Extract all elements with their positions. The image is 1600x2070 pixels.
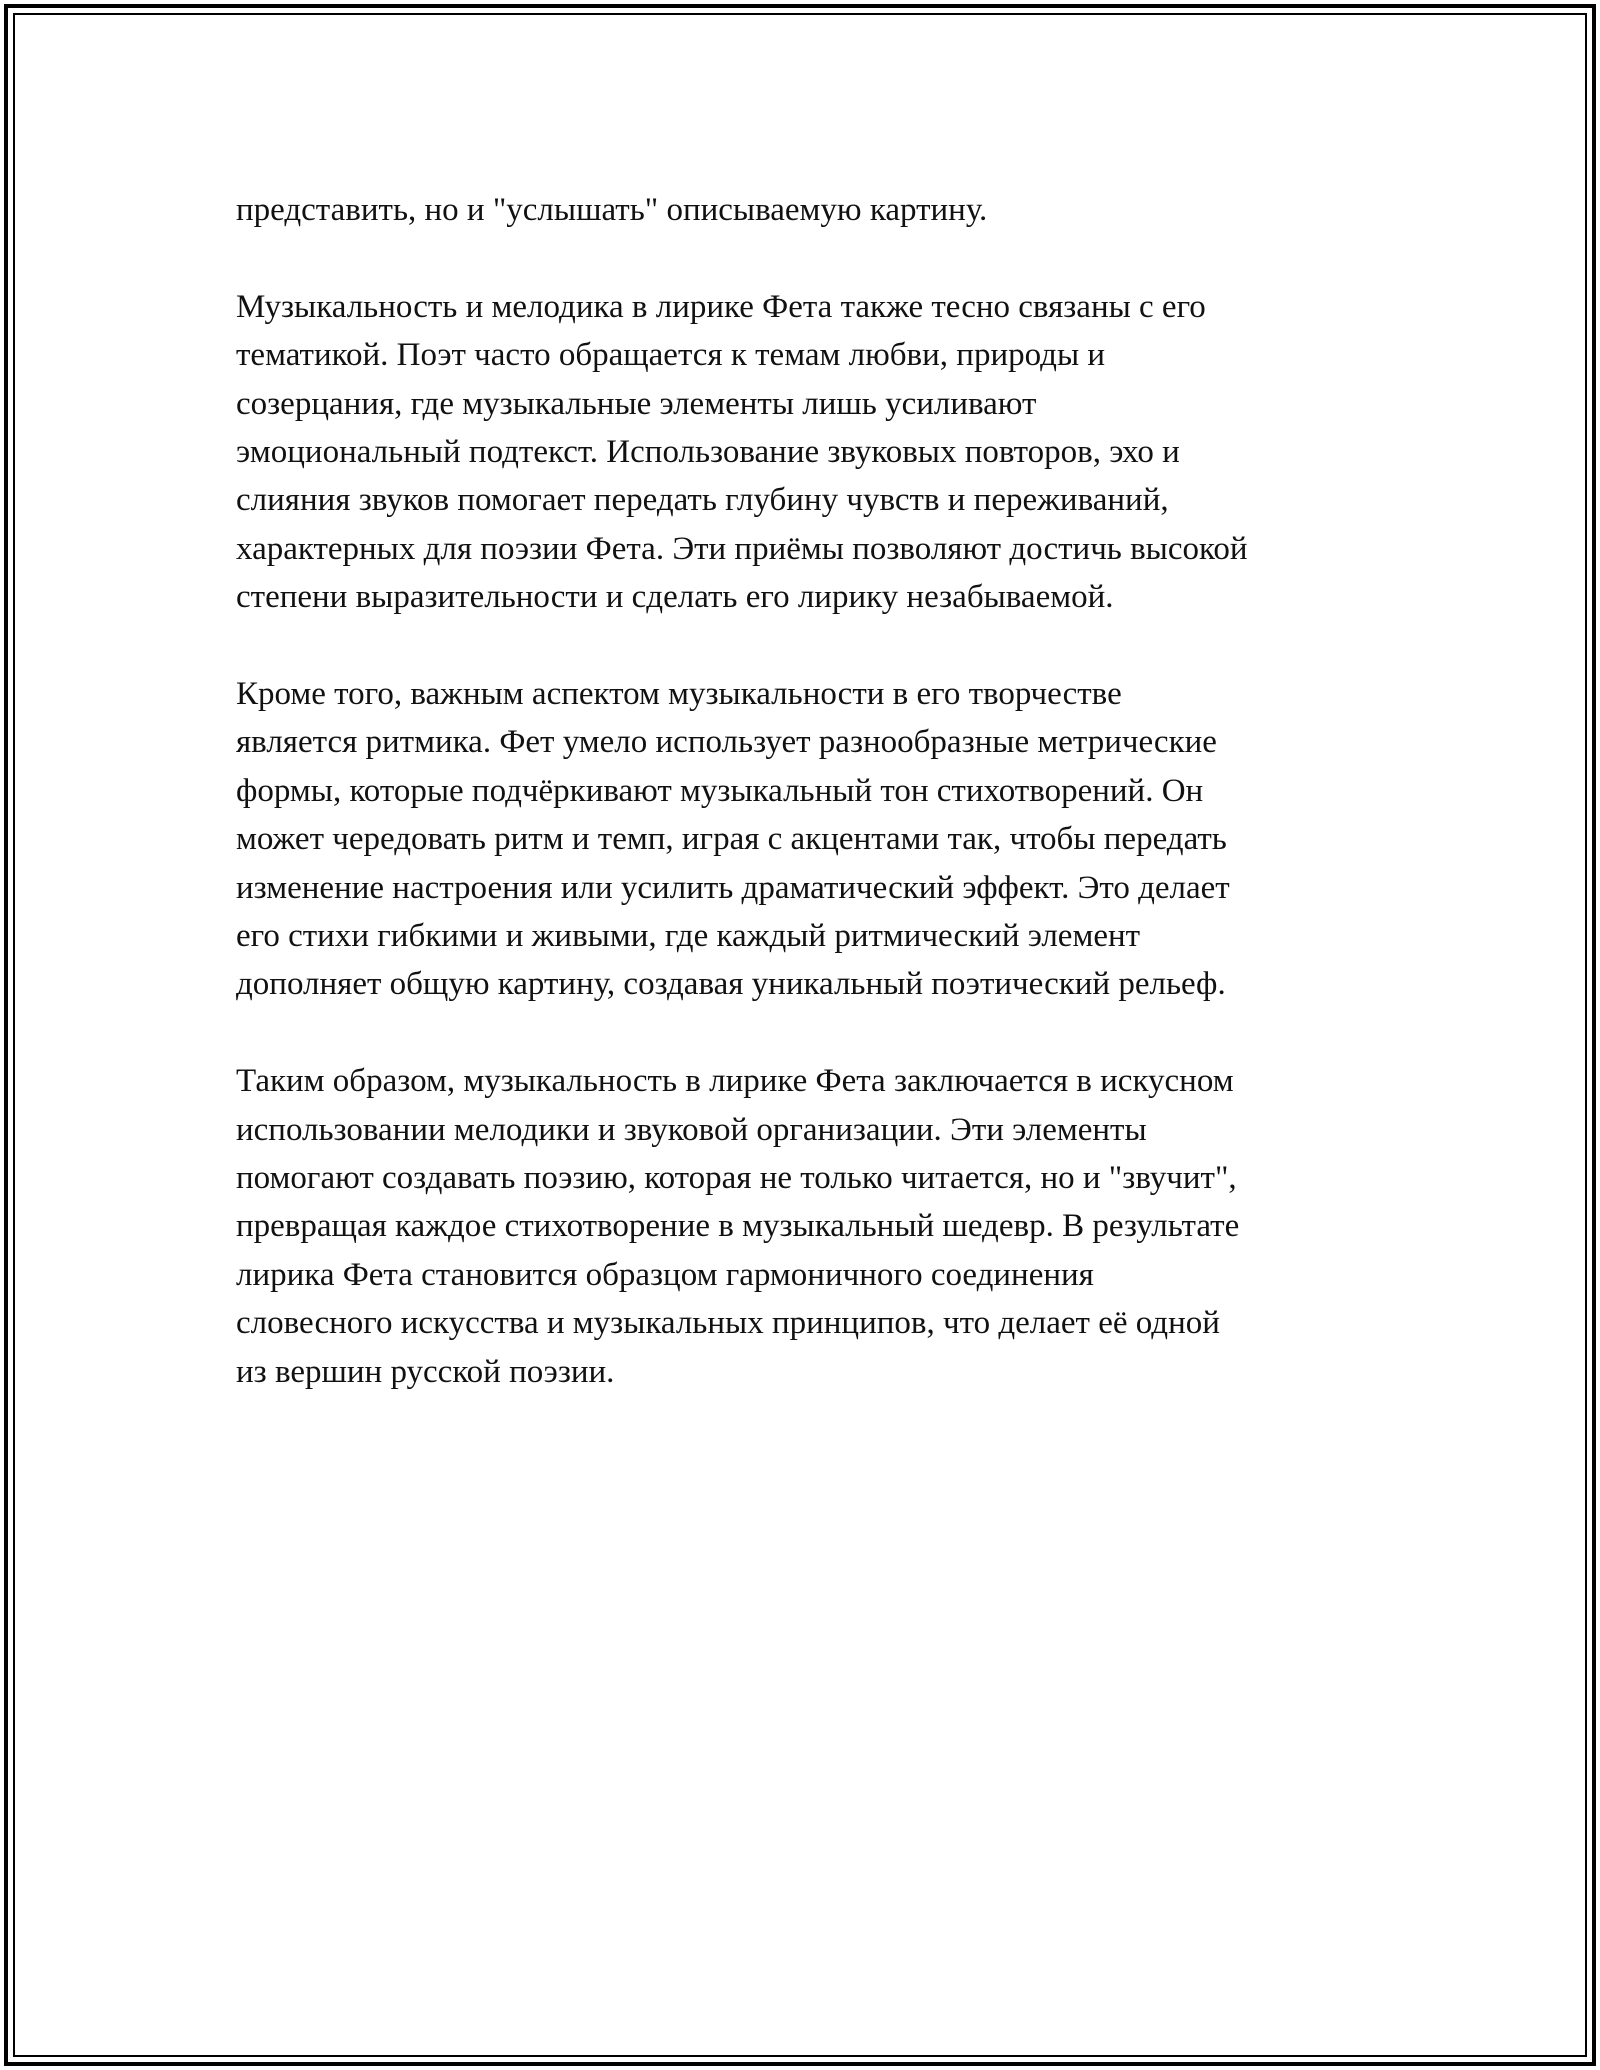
paragraph-2 bbox=[236, 283, 1386, 622]
text-line: изменение настроения или усилить драматический эффект. Это делает bbox=[236, 869, 1230, 906]
text-line: лирика Фета становится образцом гармоничного соединения bbox=[236, 1256, 1094, 1293]
text-line: созерцания, где музыкальные элементы лишь усиливают bbox=[236, 385, 1037, 422]
text-line: может чередовать ритм и темп, играя с акцентами так, чтобы передать bbox=[236, 821, 1227, 858]
text-line: превращая каждое стихотворение в музыкальный шедевр. В результате bbox=[236, 1208, 1240, 1245]
text-line: степени выразительности и сделать его лирику незабываемой. bbox=[236, 579, 1114, 616]
text-line: использовании мелодики и звуковой организации. Эти элементы bbox=[236, 1111, 1147, 1148]
text-line: Таким образом, музыкальность в лирике Фета заключается в искусном bbox=[236, 1063, 1234, 1100]
text-line: характерных для поэзии Фета. Эти приёмы позволяют достичь высокой bbox=[236, 530, 1248, 567]
text-line: дополняет общую картину, создавая уникальный поэтический рельеф. bbox=[236, 966, 1226, 1003]
paragraph-4 bbox=[236, 1057, 1386, 1396]
text-line: Кроме того, важным аспектом музыкальности в его творчестве bbox=[236, 676, 1122, 713]
text-line: слияния звуков помогает передать глубину чувств и переживаний, bbox=[236, 482, 1169, 519]
text-line: формы, которые подчёркивают музыкальный тон стихотворений. Он bbox=[236, 772, 1204, 809]
text-line: Музыкальность и мелодика в лирике Фета также тесно связаны с его bbox=[236, 288, 1206, 325]
paragraph-3 bbox=[236, 670, 1386, 1009]
text-line: тематикой. Поэт часто обращается к темам любви, природы и bbox=[236, 337, 1106, 374]
paragraph-1 bbox=[236, 186, 1386, 234]
text-line: его стихи гибкими и живыми, где каждый ритмический элемент bbox=[236, 918, 1141, 955]
text-line: является ритмика. Фет умело использует разнообразные метрические bbox=[236, 724, 1217, 761]
text-line: эмоциональный подтекст. Использование звуковых повторов, эхо и bbox=[236, 434, 1180, 471]
text-line: помогают создавать поэзию, которая не только читается, но и "звучит", bbox=[236, 1160, 1237, 1197]
text-line: представить, но и "услышать" описываемую картину. bbox=[236, 192, 988, 228]
text-line: словесного искусства и музыкальных принципов, что делает её одной bbox=[236, 1305, 1220, 1342]
text-line: из вершин русской поэзии. bbox=[236, 1353, 615, 1390]
document-body bbox=[236, 186, 1386, 1445]
